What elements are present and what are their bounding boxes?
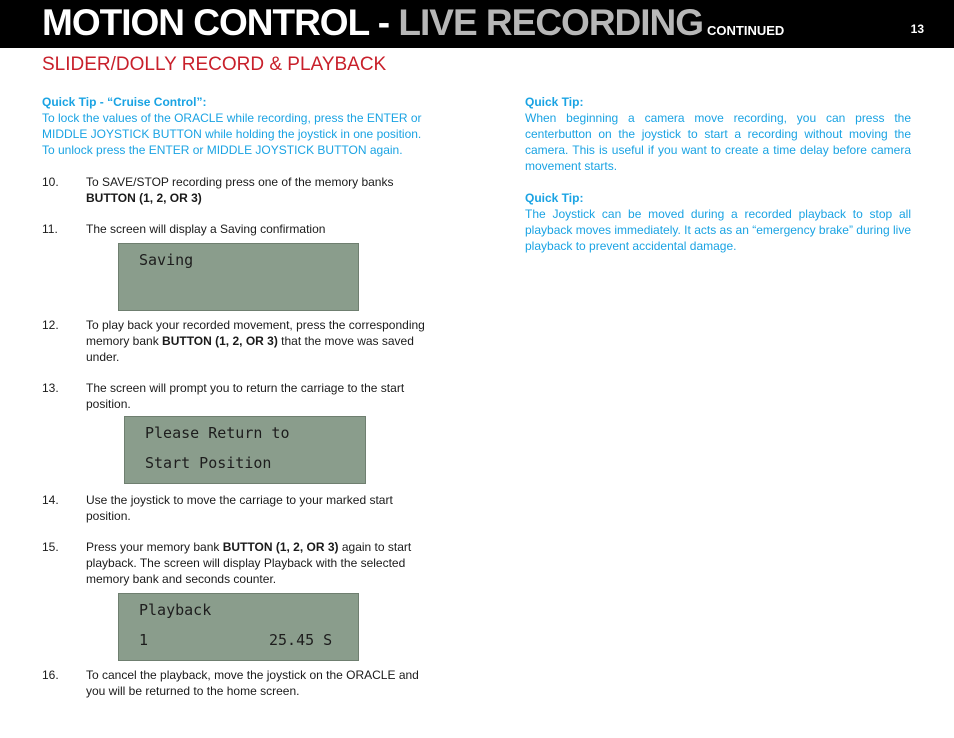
lcd-line: Start Position — [145, 454, 272, 472]
title-suffix: CONTINUED — [707, 23, 785, 38]
step-bold: BUTTON (1, 2, OR 3) — [162, 334, 278, 348]
step-number: 13. — [42, 381, 59, 395]
step-text-after: again to start playback. The screen will display Playback with the selected memory bank and seconds counter. — [86, 540, 412, 586]
tip-heading: Quick Tip: — [525, 95, 584, 109]
cruise-control-tip — [42, 94, 434, 158]
lcd-saving-display — [118, 243, 359, 311]
quick-tip-start-recording — [525, 94, 911, 174]
tip-heading: Quick Tip - “Cruise Control”: — [42, 95, 207, 109]
step-text: To cancel the playback, move the joystick on the ORACLE and you will be returned to the home screen. — [86, 668, 419, 698]
lcd-memory-bank: 1 — [139, 631, 149, 649]
step-number: 15. — [42, 540, 59, 554]
step-text: The screen will prompt you to return the carriage to the start position. — [86, 381, 405, 411]
step-number: 12. — [42, 318, 59, 332]
page-title — [42, 1, 784, 53]
step-number: 14. — [42, 493, 59, 507]
lcd-playback-display — [118, 593, 359, 661]
lcd-return-display — [124, 416, 366, 484]
step-text: The screen will display a Saving confirmation — [86, 222, 326, 236]
tip-heading: Quick Tip: — [525, 191, 584, 205]
tip-body: When beginning a camera move recording, you can press the centerbutton on the joystick to start a recording without moving the camera. This is useful if you want to create a time delay before camera movement starts. — [525, 111, 911, 173]
title-main: MOTION CONTROL - — [42, 2, 399, 43]
page-number: 13 — [910, 22, 924, 36]
step-number: 16. — [42, 668, 59, 682]
page-header — [0, 0, 954, 48]
step-text-after: that the move was saved under. — [86, 334, 414, 364]
title-accent: LIVE RECORDING — [398, 2, 704, 43]
lcd-line: Saving — [139, 251, 194, 269]
step-number: 10. — [42, 175, 59, 189]
lcd-line: Please Return to — [145, 424, 290, 442]
lcd-line: Playback — [139, 601, 212, 619]
step-number: 11. — [42, 222, 58, 236]
step-bold: BUTTON (1, 2, OR 3) — [222, 540, 339, 554]
step-bold: BUTTON (1, 2, OR 3) — [86, 191, 202, 205]
section-title: SLIDER/DOLLY RECORD & PLAYBACK — [42, 54, 387, 75]
step-text: Use the joystick to move the carriage to your marked start position. — [86, 493, 393, 523]
step-text: Press your memory bank — [86, 540, 223, 554]
lcd-seconds-counter: 25.45 S — [269, 631, 333, 649]
tip-body: The Joystick can be moved during a recorded playback to stop all playback moves immediately. It acts as an “emergency brake” during live playback to prevent accidental damage. — [525, 207, 911, 253]
step-text: To SAVE/STOP recording press one of the memory banks — [86, 175, 394, 189]
tip-body: To lock the values of the ORACLE while recording, press the ENTER or MIDDLE JOYSTICK BUTTON while holding the joystick in one position. To unlock press the ENTER or MIDDLE JOYSTICK BUTTON again. — [42, 111, 422, 157]
step-text: To play back your recorded movement, press the corresponding memory bank — [86, 318, 425, 348]
quick-tip-emergency-brake — [525, 190, 911, 254]
